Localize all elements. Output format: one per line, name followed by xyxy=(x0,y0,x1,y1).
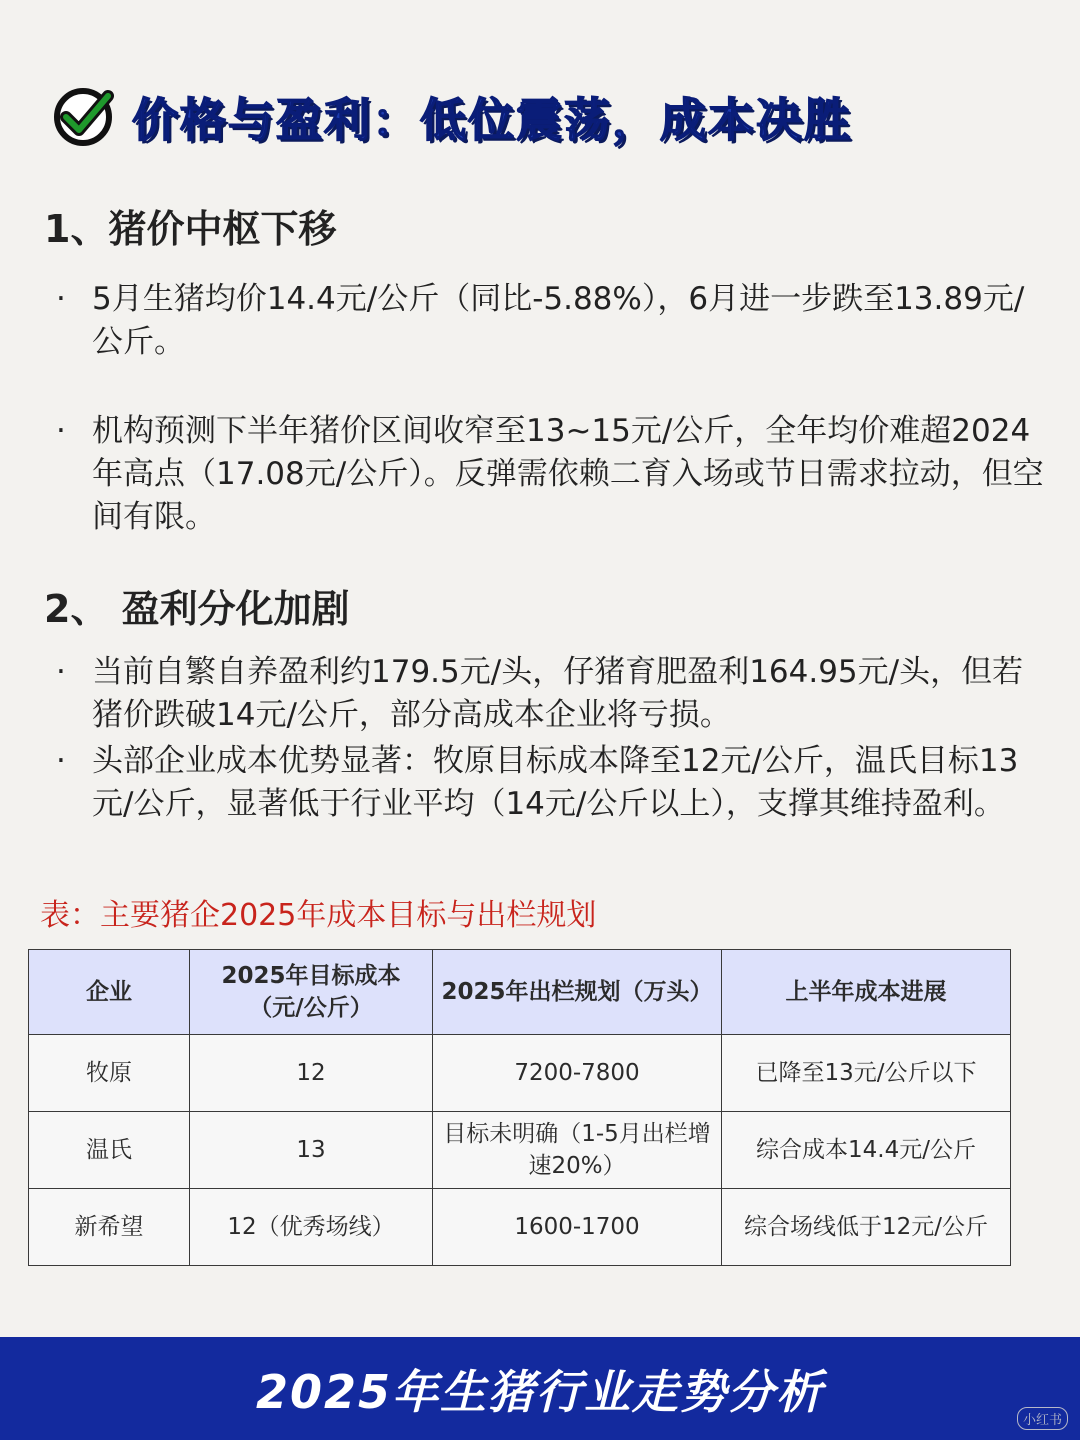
header-target-cost: 2025年目标成本（元/公斤） xyxy=(190,950,433,1035)
page-header xyxy=(52,82,852,152)
bullet-item xyxy=(56,410,1046,539)
bullet-item xyxy=(56,278,1046,364)
bullet-dot: · xyxy=(56,654,66,690)
bullet-text: 头部企业成本优势显著：牧原目标成本降至12元/公斤，温氏目标13元/公斤，显著低于行业平均（14元/公斤以上），支撑其维持盈利。 xyxy=(92,743,1019,822)
bullet-text: 机构预测下半年猪价区间收窄至13~15元/公斤，全年均价难超2024年高点（17.08元/公斤）。反弹需依赖二育入场或节日需求拉动，但空间有限。 xyxy=(92,413,1044,535)
cell-target-cost: 12 xyxy=(190,1035,433,1112)
table-row xyxy=(29,1035,1011,1112)
cell-target-cost: 13 xyxy=(190,1112,433,1189)
bullet-dot: · xyxy=(56,743,66,779)
cell-company: 新希望 xyxy=(29,1189,190,1266)
header-output-plan: 2025年出栏规划（万头） xyxy=(433,950,722,1035)
cell-cost-progress: 综合成本14.4元/公斤 xyxy=(722,1112,1011,1189)
cell-company: 温氏 xyxy=(29,1112,190,1189)
table-row xyxy=(29,1189,1011,1266)
cell-output-plan: 目标未明确（1-5月出栏增速20%） xyxy=(433,1112,722,1189)
bullet-dot: · xyxy=(56,413,66,449)
cell-output-plan: 1600-1700 xyxy=(433,1189,722,1266)
cell-cost-progress: 已降至13元/公斤以下 xyxy=(722,1035,1011,1112)
cell-output-plan: 7200-7800 xyxy=(433,1035,722,1112)
bullet-item xyxy=(56,651,1046,737)
bullet-item xyxy=(56,740,1046,826)
bullet-text: 当前自繁自养盈利约179.5元/头，仔猪育肥盈利164.95元/头，但若猪价跌破14元/公斤，部分高成本企业将亏损。 xyxy=(92,654,1024,733)
cell-target-cost: 12（优秀场线） xyxy=(190,1189,433,1266)
header-company: 企业 xyxy=(29,950,190,1035)
page-title: 价格与盈利：低位震荡，成本决胜 xyxy=(132,93,852,147)
cell-company: 牧原 xyxy=(29,1035,190,1112)
watermark-logo: 小红书 xyxy=(1017,1407,1068,1430)
table-row xyxy=(29,1112,1011,1189)
cell-cost-progress: 综合场线低于12元/公斤 xyxy=(722,1189,1011,1266)
header-cost-progress: 上半年成本进展 xyxy=(722,950,1011,1035)
section-heading-1: 1、猪价中枢下移 xyxy=(44,207,337,251)
table-caption: 表：主要猪企2025年成本目标与出栏规划 xyxy=(40,898,597,933)
section-heading-2: 2、 盈利分化加剧 xyxy=(44,587,350,631)
check-icon xyxy=(52,86,114,148)
footer-banner xyxy=(0,1337,1080,1440)
footer-title: 2025年生猪行业走势分析 xyxy=(255,1364,825,1419)
table-header-row xyxy=(29,950,1011,1035)
cost-table xyxy=(28,949,1011,1266)
bullet-dot: · xyxy=(56,281,66,317)
bullet-text: 5月生猪均价14.4元/公斤（同比-5.88%），6月进一步跌至13.89元/公斤。 xyxy=(92,281,1025,360)
